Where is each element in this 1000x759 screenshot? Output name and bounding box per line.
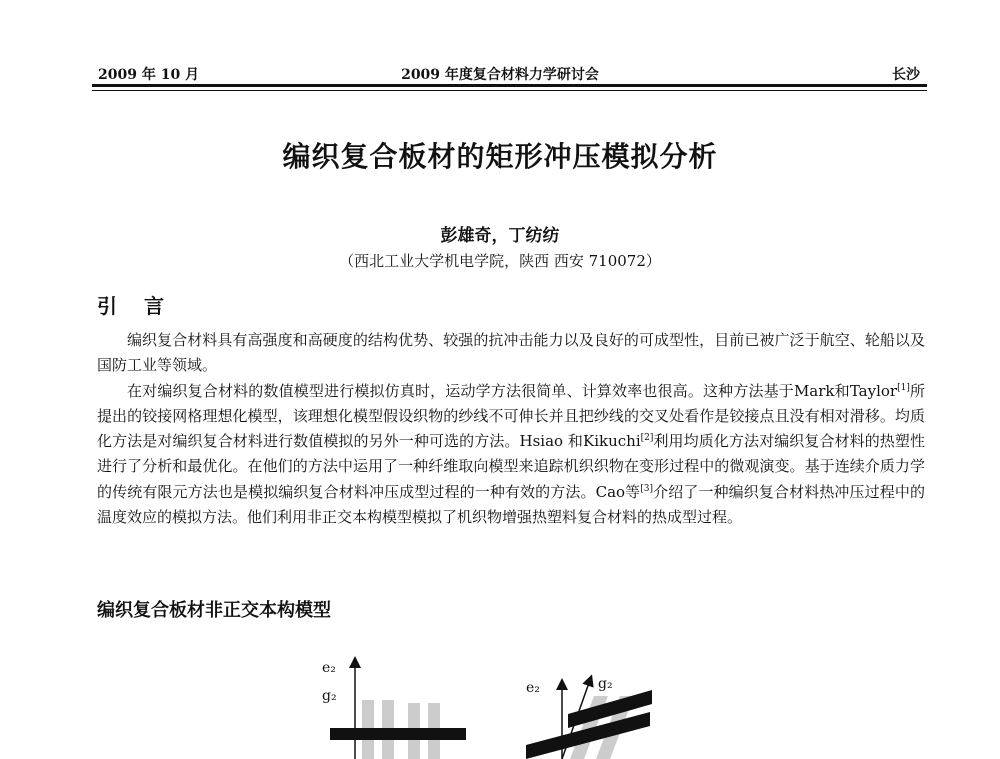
right-g2-label: g₂ (598, 676, 613, 692)
paragraph-2-part-b: 所提出的铰接网格理想化模型，该理想化模型假设织物的纱线不可伸长并且把纱线的交叉处看作是铰接点且没有相对滑移。均质化方法是对编织复合材料进行数值模拟的另外一种可选的方法。Hsiao 和Kikuchi (97, 381, 925, 451)
left-e2-label: e₂ (322, 660, 336, 676)
yarn-orientation-figure (300, 648, 720, 759)
section-heading-intro: 引 言 (97, 294, 174, 318)
citation-3[interactable]: [3] (640, 483, 654, 494)
right-e2-label: e₂ (526, 680, 540, 696)
left-weft-yarn (330, 728, 466, 740)
section-heading-model: 编织复合板材非正交本构模型 (97, 600, 331, 621)
header-date: 2009 年 10 月 (98, 67, 200, 83)
header-rule-thick (92, 84, 927, 87)
header-conference: 2009 年度复合材料力学研讨会 (401, 67, 599, 83)
header-rule-thin (92, 90, 927, 91)
paragraph-2 (97, 379, 925, 531)
left-g2-label: g₂ (322, 688, 337, 704)
paragraph-2-part-c: 利用均质化方法对编织复合材料的热塑性进行了分析和最优化。在他们的方法中运用了一种纤维取向模型来追踪机织织物在变形过程中的微观演变。基于连续介质力学的传统有限元方法也是模拟编织复合材料冲压成型过程的一种有效的方法。Cao等 (97, 432, 925, 501)
citation-1[interactable]: [1] (897, 382, 910, 393)
citation-2[interactable]: [2] (640, 433, 654, 444)
affiliation: （西北工业大学机电学院，陕西 西安 710072） (339, 252, 661, 270)
intro-body (97, 328, 925, 530)
paragraph-2-part-d: 介绍了一种编织复合材料热冲压过程中的温度效应的模拟方法。他们利用非正交本构模型模拟了机织物增强热塑料复合材料的热成型过程。 (97, 482, 925, 527)
authors: 彭雄奇，丁纺纺 (440, 226, 560, 246)
paper-title: 编织复合板材的矩形冲压模拟分析 (282, 140, 718, 173)
paragraph-2-part-a: 在对编织复合材料的数值模型进行模拟仿真时，运动学方法很简单、计算效率也很高。这种方法基于Mark和Taylor (127, 381, 898, 400)
header-location: 长沙 (892, 67, 920, 83)
paragraph-1: 编织复合材料具有高强度和高硬度的结构优势、较强的抗冲击能力以及良好的可成型性，目前已被广泛于航空、轮船以及国防工业等领域。 (97, 331, 925, 375)
